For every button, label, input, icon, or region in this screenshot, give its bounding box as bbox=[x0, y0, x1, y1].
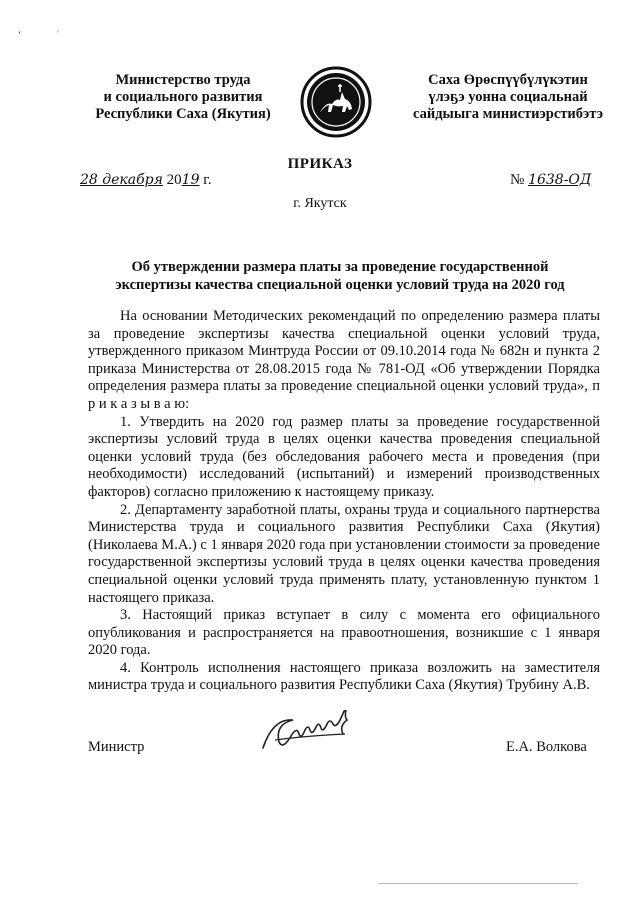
header-line: Саха Өрөспүүбүлүкэтин bbox=[428, 72, 588, 88]
header-line: и социального развития bbox=[103, 89, 263, 105]
handwritten-signature-icon bbox=[255, 710, 375, 760]
handwritten-number: 1638-ОД bbox=[528, 172, 592, 188]
subject-line: экспертизы качества специальной оценки условий труда на 2020 год bbox=[115, 277, 565, 293]
order-city: г. Якутск bbox=[293, 196, 347, 211]
ministry-name-yakut bbox=[388, 72, 628, 123]
yakutia-emblem-icon bbox=[300, 66, 372, 138]
body-paragraph: 2. Департаменту заработной платы, охраны труда и социального партнерства Министерства труда и социального развития Республики Саха (Якутия) (Николаева М.А.) с 1 января 2020 года при установлении стоимости за проведение государственной экспертизы условий труда в целях оценки качества проведения специальной оценки условий труда применять плату, установленную пунктом 1 настоящего приказа. bbox=[88, 501, 600, 606]
ministry-name-russian bbox=[78, 72, 288, 123]
body-paragraph: 4. Контроль исполнения настоящего приказа возложить на заместителя министра труда и социального развития Республики Саха (Якутия) Трубину А.В. bbox=[88, 659, 600, 694]
scan-artifact-line bbox=[378, 883, 578, 884]
scan-mark: ʾ bbox=[56, 30, 60, 41]
header-line: сайдыыга министиэрстибэтэ bbox=[412, 106, 603, 122]
signatory-position: Министр bbox=[88, 739, 145, 755]
header-line: Республики Саха (Якутия) bbox=[95, 106, 271, 122]
handwritten-year: 19 bbox=[181, 172, 200, 188]
order-number bbox=[510, 172, 591, 189]
year-prefix: 20 bbox=[166, 172, 182, 188]
order-date bbox=[80, 172, 211, 189]
subject-line: Об утверждении размера платы за проведение государственной bbox=[131, 259, 549, 275]
year-suffix: г. bbox=[203, 172, 212, 188]
body-paragraph: 1. Утвердить на 2020 год размер платы за проведение государственной экспертизы условий труда в целях оценки качества проведения специальной оценки условий труда (без обследования рабочего места и проведения (при необходимости) исследований (испытаний) и измерений производственных факторов) согласно приложению к настоящему приказу. bbox=[88, 413, 600, 500]
number-sign: № bbox=[510, 172, 525, 188]
document-type-title: ПРИКАЗ bbox=[287, 156, 353, 172]
header-line: Министерство труда bbox=[115, 72, 251, 88]
order-body bbox=[88, 308, 600, 695]
body-paragraph: 3. Настоящий приказ вступает в силу с момента его официального опубликования и распространяется на правоотношения, возникшие с 1 января 2020 года. bbox=[88, 607, 600, 659]
handwritten-date: 28 декабря bbox=[80, 172, 163, 188]
scan-mark: ‘ bbox=[18, 30, 22, 41]
signatory-name: Е.А. Волкова bbox=[506, 739, 587, 755]
order-subject bbox=[100, 258, 580, 294]
header-line: үлэҕэ уонна социальнай bbox=[428, 89, 588, 105]
body-paragraph: На основании Методических рекомендаций по определению размера платы за проведение экспертизы качества специальной оценки условий труда, утвержденного приказом Минтруда России от 09.10.2014 года № 682н и пункта 2 приказа Министерства от 28.08.2015 года № 781-ОД «Об утверждении Порядка определения размера платы за проведение специальной оценки условий труда», п р и к а з ы в а ю: bbox=[88, 308, 600, 412]
